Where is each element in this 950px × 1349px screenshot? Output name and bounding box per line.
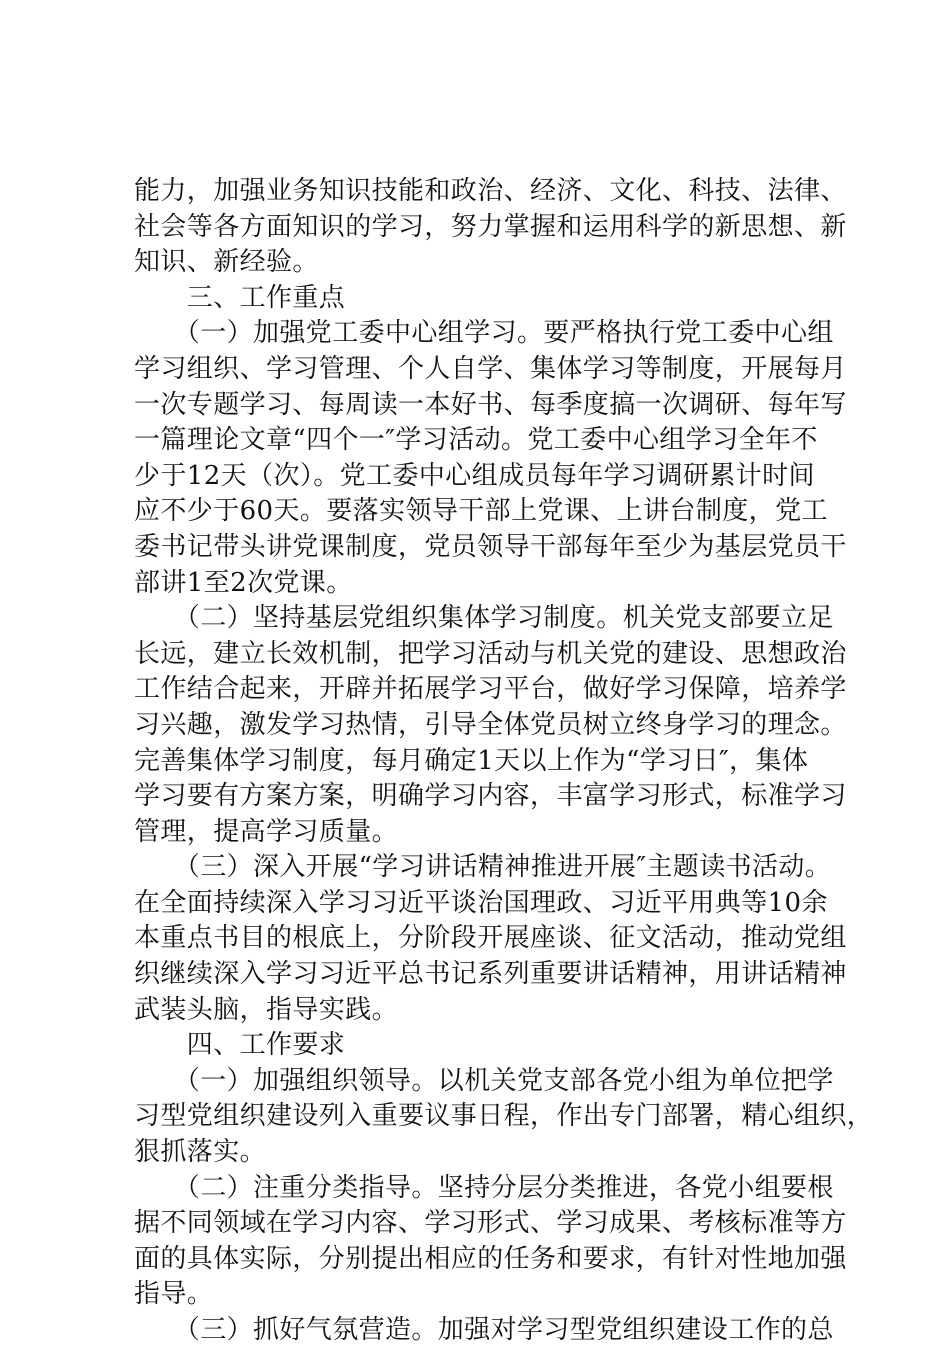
- document-body: [134, 174, 874, 1349]
- text-line: 长远，建立长效机制，把学习活动与机关党的建设、思想政治: [134, 638, 847, 669]
- text-line: 习兴趣，激发学习热情，引导全体党员树立终身学习的理念。: [134, 709, 847, 740]
- text-line: （三）深入开展“学习讲话精神推进开展″主题读书活动。: [134, 852, 832, 883]
- text-line: 能力，加强业务知识技能和政治、经济、文化、科技、法律、: [134, 176, 847, 206]
- text-line: 据不同领域在学习内容、学习形式、学习成果、考核标准等方: [134, 1208, 847, 1239]
- section-heading: 三、工作重点: [134, 282, 346, 313]
- text-line: 社会等各方面知识的学习，努力掌握和运用科学的新思想、新: [134, 211, 847, 242]
- text-line: 知识、新经验。: [134, 247, 319, 278]
- text-line: 一篇理论文章“四个一″学习活动。党工委中心组学习全年不: [134, 425, 818, 456]
- text-line: （二）坚持基层党组织集体学习制度。机关党支部要立足: [134, 603, 834, 634]
- text-line: （三）抓好气氛营造。加强对学习型党组织建设工作的总: [134, 1315, 834, 1345]
- text-line: 织继续深入学习习近平总书记系列重要讲话精神，用讲话精神: [134, 959, 847, 990]
- text-line: 工作结合起来，开辟并拓展学习平台，做好学习保障，培养学: [134, 674, 847, 705]
- text-line: 指导。: [134, 1279, 214, 1310]
- text-line: 少于12天（次）。党工委中心组成员每年学习调研累计时间: [134, 460, 815, 491]
- text-line: 完善集体学习制度，每月确定1天以上作为“学习日″，集体: [134, 745, 809, 776]
- text-line: 习型党组织建设列入重要议事日程，作出专门部署，精心组织，: [134, 1101, 874, 1132]
- text-line: （一）加强组织领导。以机关党支部各党小组为单位把学: [134, 1065, 834, 1096]
- text-line: 武装头脑，指导实践。: [134, 994, 399, 1025]
- text-line: 狠抓落实。: [134, 1137, 267, 1168]
- text-line: 学习要有方案方案，明确学习内容，丰富学习形式，标准学习: [134, 781, 847, 812]
- section-heading: 四、工作要求: [134, 1030, 346, 1061]
- text-line: 委书记带头讲党课制度，党员领导干部每年至少为基层党员干: [134, 531, 847, 562]
- text-line: 面的具体实际，分别提出相应的任务和要求，有针对性地加强: [134, 1243, 847, 1274]
- text-line: 管理，提高学习质量。: [134, 816, 399, 847]
- text-line: 应不少于60天。要落实领导干部上党课、上讲台制度，党工: [134, 496, 828, 527]
- text-line: （二）注重分类指导。坚持分层分类推进，各党小组要根: [134, 1172, 834, 1203]
- text-line: 部讲1至2次党课。: [134, 567, 353, 598]
- text-line: 本重点书目的根底上，分阶段开展座谈、征文活动，推动党组: [134, 923, 847, 954]
- text-line: （一）加强党工委中心组学习。要严格执行党工委中心组: [134, 318, 834, 349]
- text-line: 学习组织、学习管理、个人自学、集体学习等制度，开展每月: [134, 353, 847, 384]
- text-line: 在全面持续深入学习习近平谈治国理政、习近平用典等10余: [134, 887, 828, 918]
- text-line: 一次专题学习、每周读一本好书、每季度搞一次调研、每年写: [134, 389, 847, 420]
